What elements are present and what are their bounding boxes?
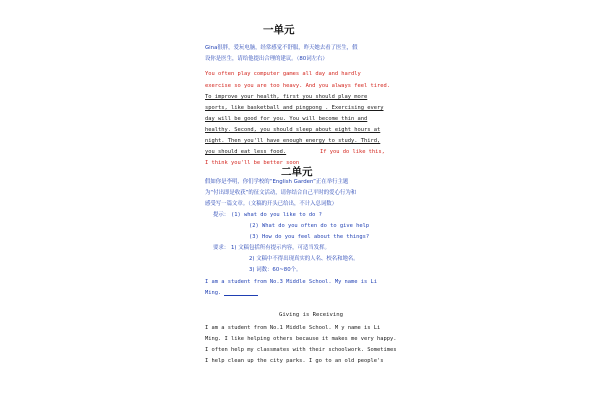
requirement-item: 2) 文稿中不得出现真实的人名、校名和地名。 <box>249 256 359 262</box>
unit1-essay-line: You often play computer games all day and hardly <box>205 71 361 77</box>
hint-item: (2) What do you often do to give help <box>249 223 370 229</box>
unit1-essay-tail: If you do like this, <box>320 149 385 155</box>
unit1-essay-line: you should eat less food. <box>205 149 287 155</box>
unit1-essay-line: sports, like basketball and pingpong . Exercising every <box>205 105 384 111</box>
hint-item: (1) what do you like to do ? <box>231 212 322 218</box>
essay-start-line: Ming. <box>205 290 258 296</box>
sample-line: Ming. I like helping others because it makes me very happy. <box>205 336 397 342</box>
hint-item: (3) How do you feel about the things? <box>249 234 370 240</box>
unit1-essay-line: healthy. Second, you should sleep about eight hours at <box>205 127 381 133</box>
sample-line: I help clean up the city parks. I go to an old people's <box>205 358 384 364</box>
hints-label: 提示： <box>213 212 230 218</box>
unit1-essay-line: day will be good for you. You will become thin and <box>205 116 368 122</box>
unit1-heading: 一单元 <box>263 24 295 36</box>
unit1-prompt-line: 设你是医生，请给他提出合理的建议。（80词左右） <box>205 56 328 62</box>
answer-blank <box>224 290 258 296</box>
unit1-essay-line: night. Then you'll have enough energy to study. Third, <box>205 138 381 144</box>
unit2-prompt-line: 为“付出即是收获”的征文活动，请你结合自己平时的爱心行为和 <box>205 190 357 196</box>
sample-line: I am a student from No.1 Middle School. M y name is Li <box>205 325 381 331</box>
unit2-prompt-line: 感受写一篇文章。（文稿的开头已给出，不计入总词数） <box>205 201 338 207</box>
essay-start-line: I am a student from No.3 Middle School. My name is Li <box>205 279 378 285</box>
requirement-item: 3) 词数：60~80个。 <box>249 267 302 273</box>
unit1-prompt-line: Gina很胖，爱玩电脑，经常感觉不舒服，昨天她去看了医生，假 <box>205 45 358 51</box>
requirement-item: 1) 文稿包括所有提示内容，可适当发挥。 <box>231 245 330 251</box>
unit2-heading: 二单元 <box>281 166 313 178</box>
sample-line: I often help my classmates with their schoolwork. Sometimes <box>205 347 397 353</box>
sample-title: Giving is Receiving <box>279 312 343 318</box>
unit1-essay-line: exercise so you are too heavy. And you always feel tired. <box>205 83 390 89</box>
unit1-essay-line: To improve your health, first you should play more <box>205 94 368 100</box>
unit1-essay-line: I think you'll be better soon <box>205 160 300 166</box>
unit2-prompt-line: 假如你是李明，你们学校的“English Garden”正在举行主题 <box>205 179 349 185</box>
requirements-label: 要求： <box>213 245 230 251</box>
